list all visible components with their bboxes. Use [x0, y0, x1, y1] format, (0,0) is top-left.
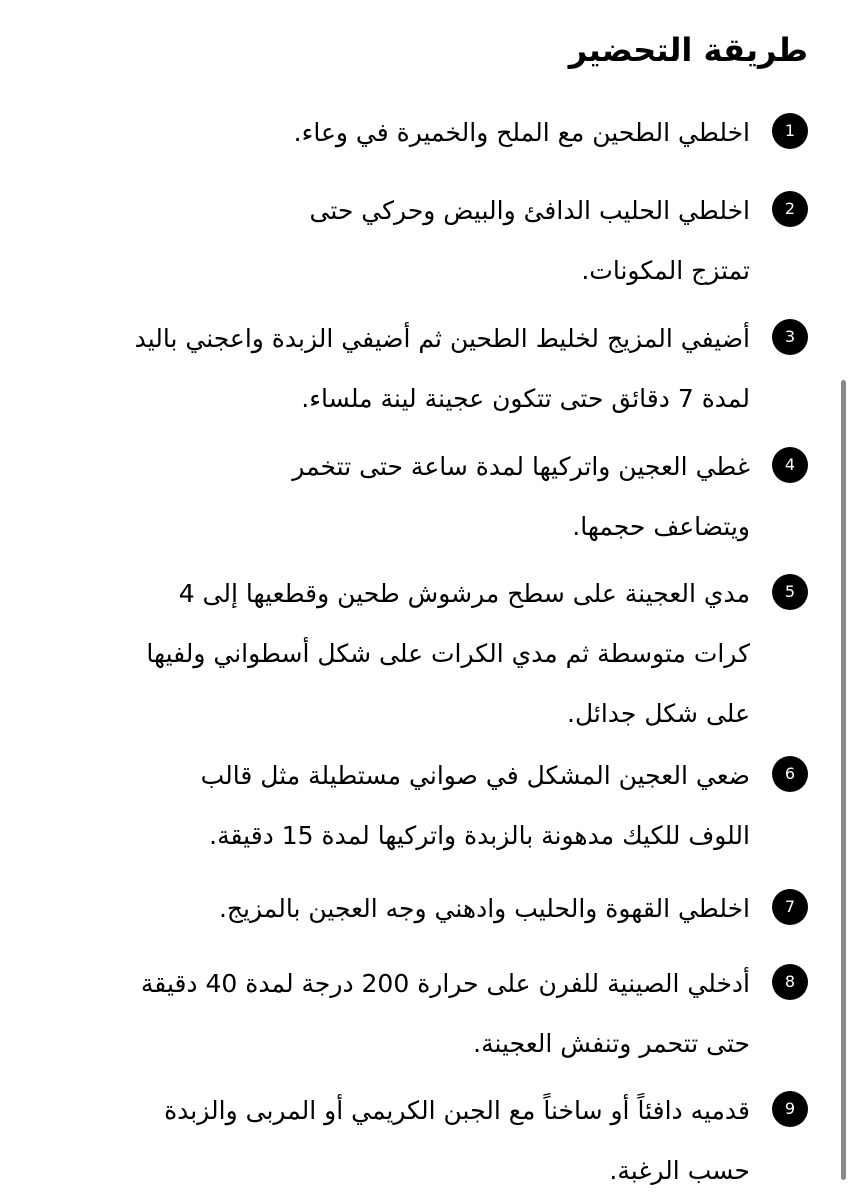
step-line: كرات متوسطة ثم مدي الكرات على شكل أسطواني ولفيها [146, 639, 750, 668]
step-line: قدميه دافئاً أو ساخناً مع الجبن الكريمي أو المربى والزبدة [164, 1096, 750, 1125]
step-line: اللوف للكيك مدهونة بالزبدة واتركيها لمدة 15 دقيقة. [209, 821, 750, 850]
step-item [18, 309, 808, 429]
step-line: اخلطي الطحين مع الملح والخميرة في وعاء. [293, 118, 750, 147]
step-item [18, 103, 808, 163]
step-number-badge: 5 [772, 574, 808, 610]
step-number-badge: 6 [772, 756, 808, 792]
step-line: حسب الرغبة. [609, 1156, 750, 1185]
step-text [18, 437, 750, 557]
step-item [18, 1081, 808, 1201]
step-text [18, 103, 750, 163]
step-item [18, 746, 808, 866]
step-line: أدخلي الصينية للفرن على حرارة 200 درجة لمدة 40 دقيقة [140, 969, 750, 998]
step-number-badge: 9 [772, 1091, 808, 1127]
step-number-badge: 1 [772, 113, 808, 149]
step-number-badge: 7 [772, 889, 808, 925]
vertical-scrollbar[interactable] [841, 380, 846, 1180]
step-number-badge: 3 [772, 319, 808, 355]
step-number-badge: 2 [772, 191, 808, 227]
step-item [18, 181, 808, 301]
step-item [18, 954, 808, 1074]
step-line: غطي العجين واتركيها لمدة ساعة حتى تتخمر [292, 452, 750, 481]
step-number-badge: 4 [772, 447, 808, 483]
step-text [18, 746, 750, 866]
step-item [18, 879, 808, 939]
step-line: اخلطي القهوة والحليب وادهني وجه العجين بالمزيج. [218, 894, 750, 923]
step-item [18, 564, 808, 744]
step-line: تمتزج المكونات. [581, 256, 750, 285]
step-line: مدي العجينة على سطح مرشوش طحين وقطعيها إلى 4 [178, 579, 750, 608]
step-line: أضيفي المزيج لخليط الطحين ثم أضيفي الزبدة واعجني باليد [134, 324, 750, 353]
step-line: على شكل جدائل. [567, 699, 750, 728]
step-line: ضعي العجين المشكل في صواني مستطيلة مثل قالب [200, 761, 750, 790]
step-item [18, 437, 808, 557]
step-text [18, 954, 750, 1074]
step-line: لمدة 7 دقائق حتى تتكون عجينة لينة ملساء. [301, 384, 750, 413]
step-number-badge: 8 [772, 964, 808, 1000]
step-line: ويتضاعف حجمها. [572, 512, 750, 541]
step-text [18, 1081, 750, 1201]
step-text [18, 879, 750, 939]
step-text [18, 309, 750, 429]
step-line: اخلطي الحليب الدافئ والبيض وحركي حتى [309, 196, 750, 225]
step-line: حتى تتحمر وتنفش العجينة. [473, 1029, 750, 1058]
step-text [18, 181, 750, 301]
section-title: طريقة التحضير [568, 31, 808, 69]
step-text [18, 564, 750, 744]
